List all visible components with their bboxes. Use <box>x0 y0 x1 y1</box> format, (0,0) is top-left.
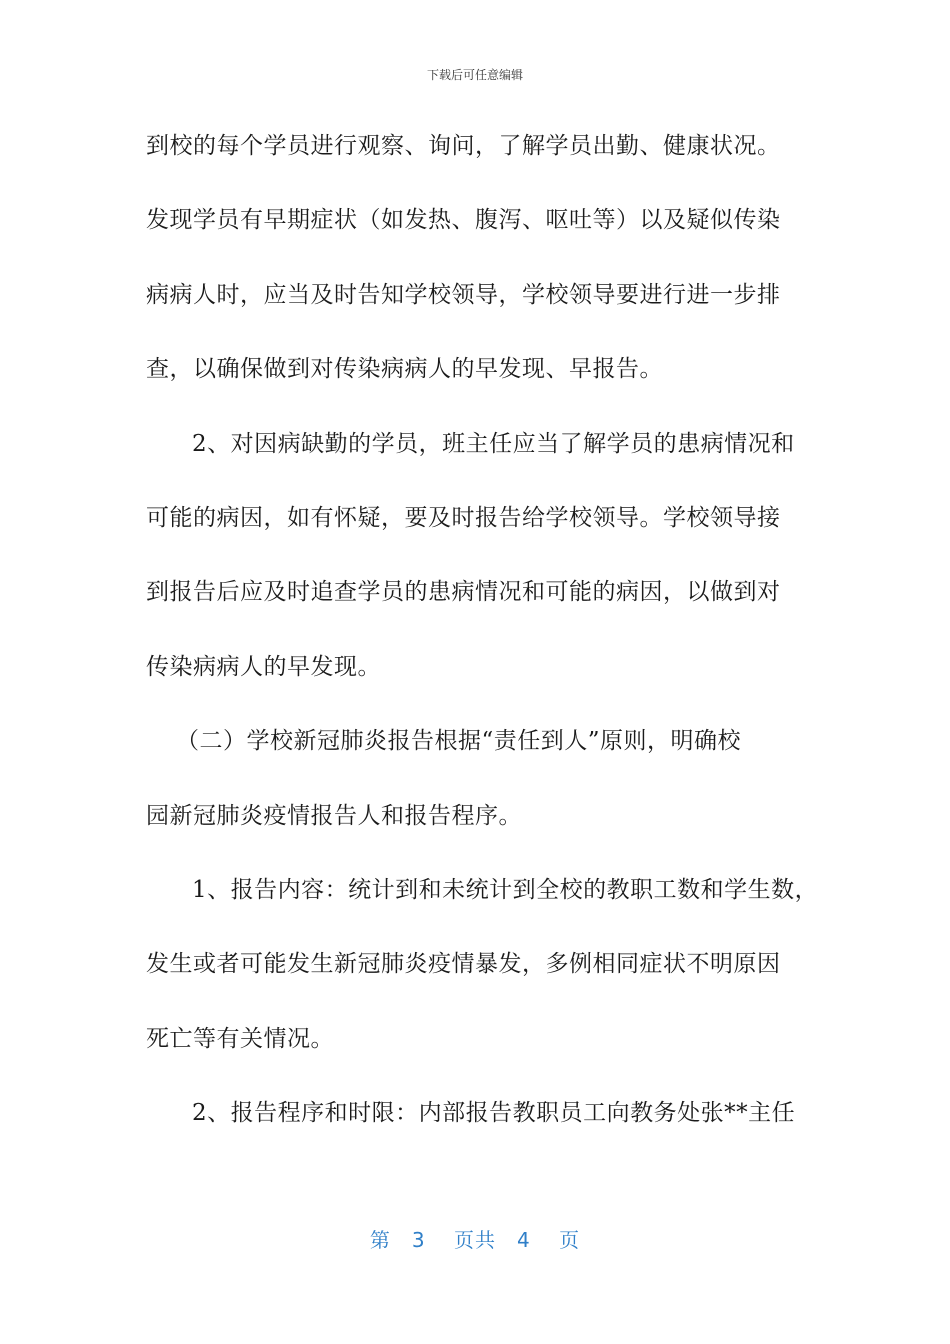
text-line: 发生或者可能发生新冠肺炎疫情暴发，多例相同症状不明原因 <box>146 951 781 978</box>
paragraph-start-line: 2、报告程序和时限：内部报告教职员工向教务处张**主任 <box>192 1100 796 1127</box>
document-body <box>146 124 819 1165</box>
page-header: 下载后可任意编辑 <box>426 68 523 82</box>
text-line: 病病人时，应当及时告知学校领导，学校领导要进行进一步排 <box>146 281 781 308</box>
text-line: 园新冠肺炎疫情报告人和报告程序。 <box>146 802 522 829</box>
text-line: 发现学员有早期症状（如发热、腹泻、呕吐等）以及疑似传染 <box>146 207 781 234</box>
text-line: 到报告后应及时追查学员的患病情况和可能的病因，以做到对 <box>146 579 781 606</box>
text-line: 死亡等有关情况。 <box>146 1025 334 1052</box>
text-line: 到校的每个学员进行观察、询问，了解学员出勤、健康状况。 <box>146 133 781 159</box>
paragraph-start-line: 2、对因病缺勤的学员，班主任应当了解学员的患病情况和 <box>192 430 795 457</box>
text-line: 传染病病人的早发现。 <box>146 653 381 680</box>
text-line: 查，以确保做到对传染病病人的早发现、早报告。 <box>146 356 663 383</box>
text-line: 可能的病因，如有怀疑，要及时报告给学校领导。学校领导接 <box>146 504 781 531</box>
section-heading-line: （二）学校新冠肺炎报告根据“责任到人”原则，明确校 <box>176 728 742 755</box>
paragraph-start-line: 1、报告内容：统计到和未统计到全校的教职工数和学生数， <box>192 876 819 903</box>
page-number-footer: 第 3 页共 4 页 <box>369 1228 581 1252</box>
